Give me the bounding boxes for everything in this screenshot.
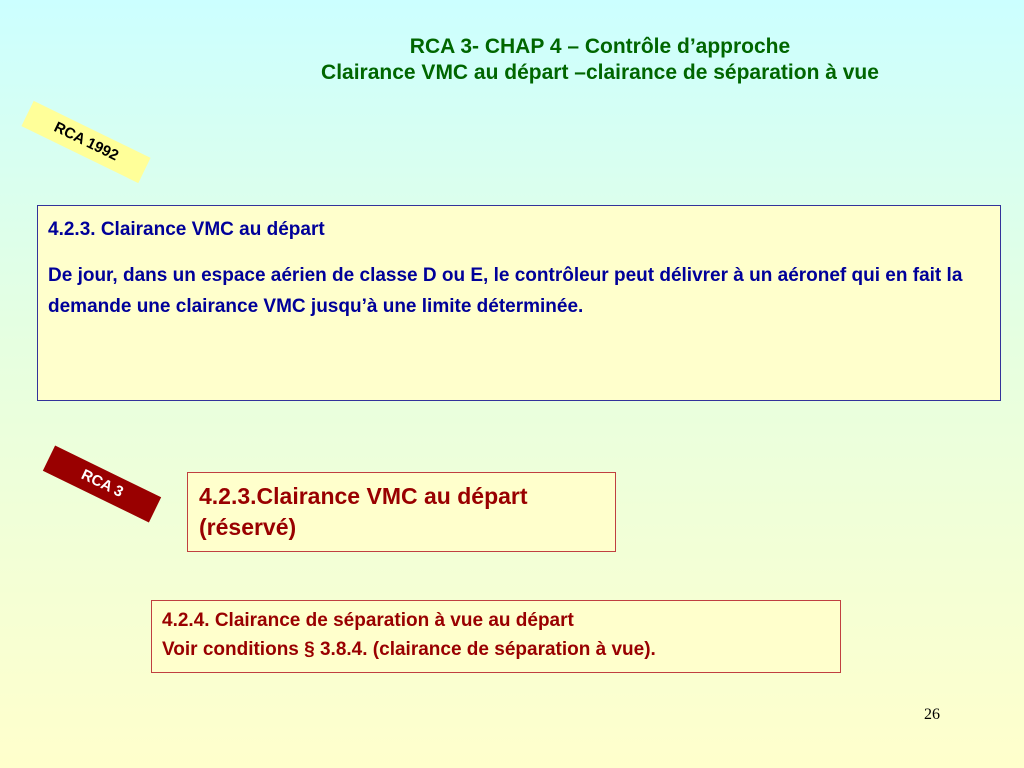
separation-heading: 4.2.4. Clairance de séparation à vue au départ xyxy=(162,610,574,631)
rca-1992-text-box xyxy=(37,205,1001,401)
rca-3-heading: 4.2.3.Clairance VMC au départ xyxy=(199,483,528,509)
separation-text-box xyxy=(151,600,841,673)
rca-3-text-box xyxy=(187,472,616,552)
rca-1992-body: De jour, dans un espace aérien de classe D ou E, le contrôleur peut délivrer à un aéronef qui en fait la demande une clairance VMC jusqu’à une limite déterminée. xyxy=(48,265,963,317)
rca-3-tag: RCA 3 xyxy=(43,446,161,523)
slide-title xyxy=(200,34,1000,86)
slide-title-line1: RCA 3- CHAP 4 – Contrôle d’approche xyxy=(409,35,791,58)
slide-title-line2: Clairance VMC au départ –clairance de séparation à vue xyxy=(321,61,879,84)
page-number: 26 xyxy=(924,706,940,723)
rca-1992-heading: 4.2.3. Clairance VMC au départ xyxy=(48,219,325,240)
rca-3-status: (réservé) xyxy=(199,514,297,540)
rca-1992-tag: RCA 1992 xyxy=(21,101,150,183)
separation-body: Voir conditions § 3.8.4. (clairance de séparation à vue). xyxy=(162,639,656,660)
